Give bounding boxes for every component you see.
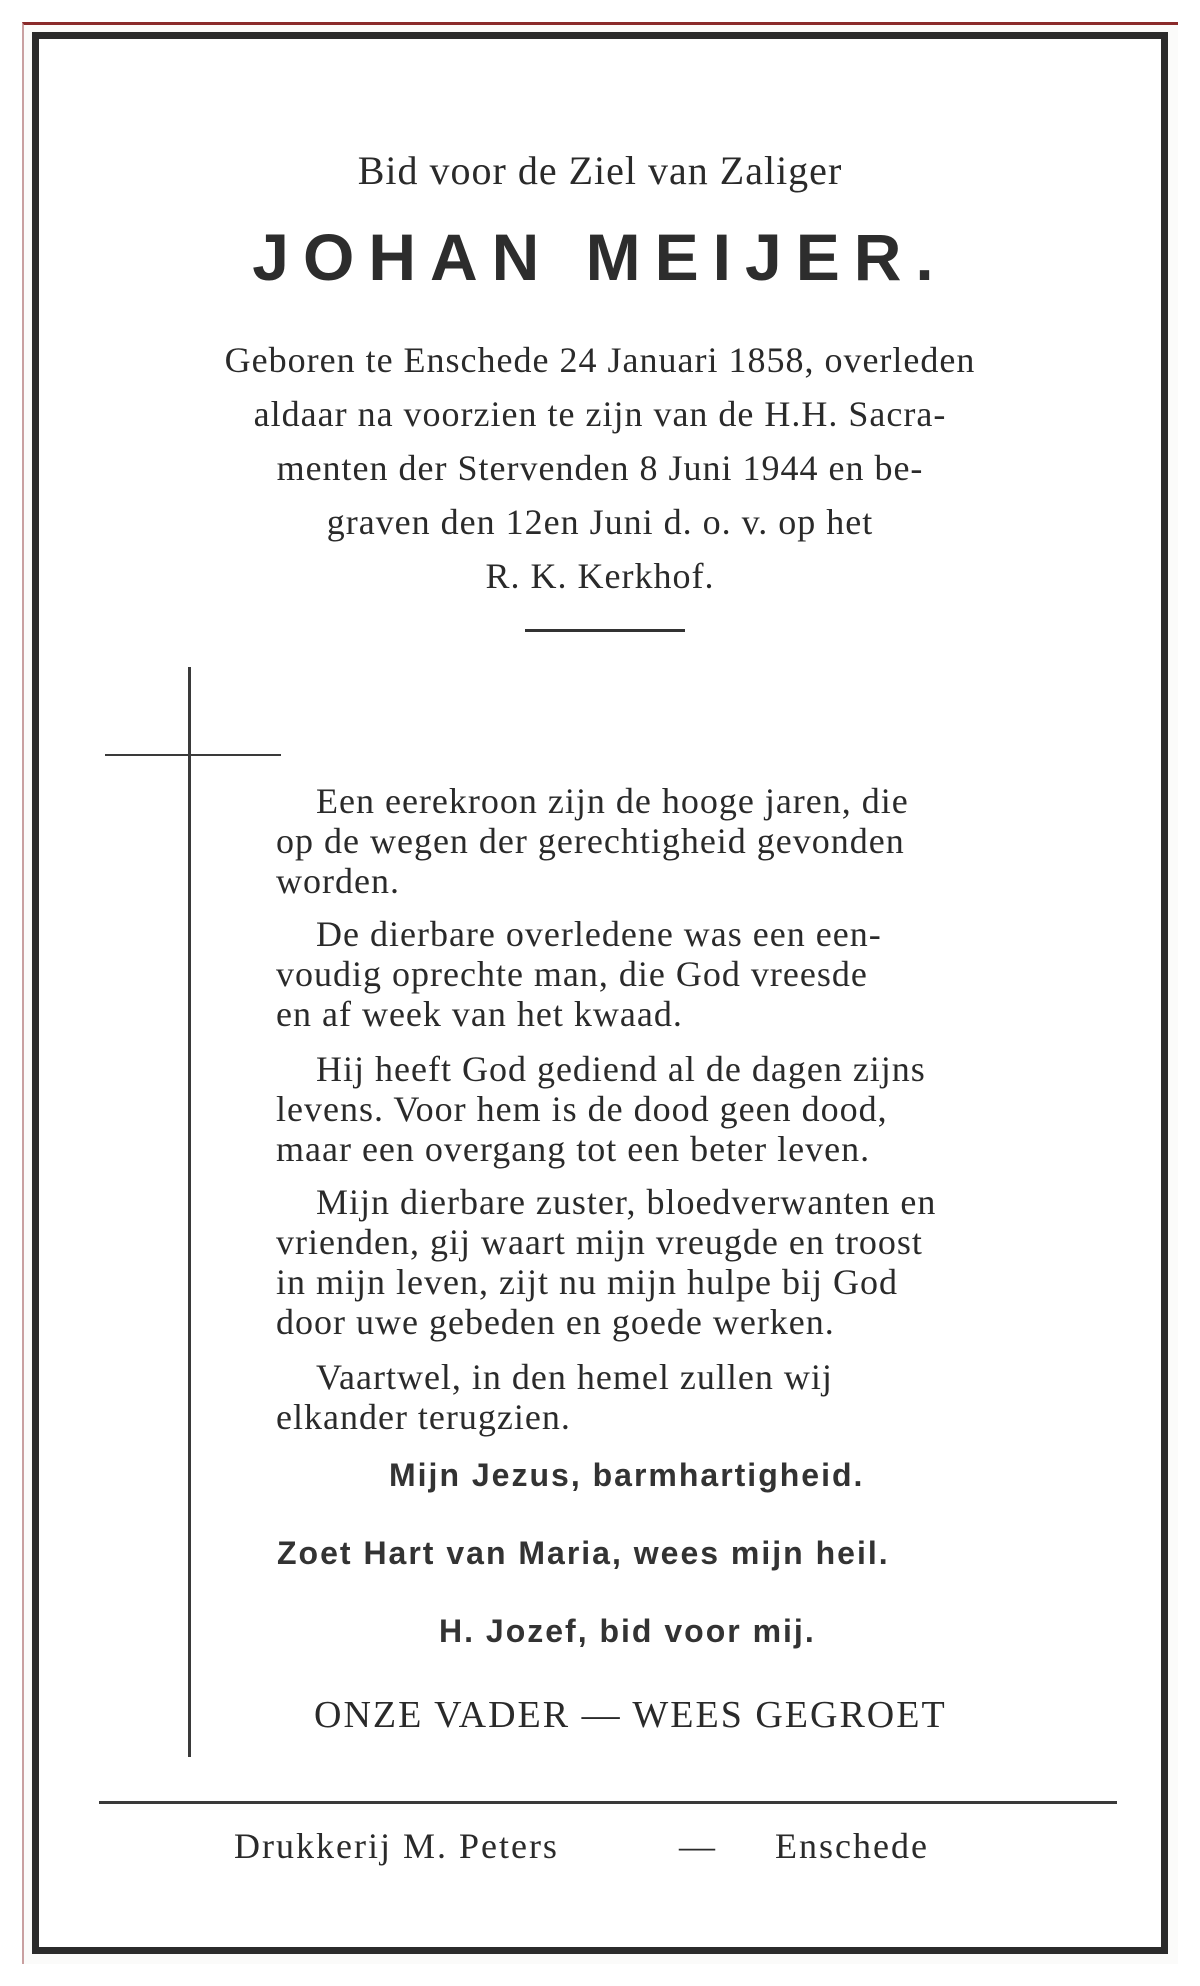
verse-line: en af week van het kwaad. <box>276 994 683 1034</box>
verse-line: door uwe gebeden en goede werken. <box>276 1302 835 1342</box>
prayer-line: Zoet Hart van Maria, wees mijn heil. <box>277 1535 890 1571</box>
verse-line: in mijn leven, zijt nu mijn hulpe bij God <box>276 1262 898 1302</box>
verse-line: vrienden, gij waart mijn vreugde en troost <box>276 1222 923 1262</box>
printer-name: Drukkerij M. Peters <box>234 1826 559 1866</box>
bio-line: R. K. Kerkhof. <box>485 556 715 596</box>
verse-paragraph <box>276 781 1106 901</box>
divider-rule <box>525 629 685 632</box>
verse-paragraph <box>276 1182 1106 1342</box>
verse-paragraph <box>276 914 1106 1034</box>
verse-line: voudig oprechte man, die God vreesde <box>276 954 868 994</box>
prayer-line: H. Jozef, bid voor mij. <box>439 1613 816 1649</box>
verse-line: worden. <box>276 861 400 901</box>
verse-line: Mijn dierbare zuster, bloedverwanten en <box>316 1182 937 1222</box>
verse-paragraph <box>276 1049 1106 1169</box>
footer-separator: — <box>679 1826 715 1866</box>
footer-rule <box>99 1801 1117 1804</box>
bio-line: graven den 12en Juni d. o. v. op het <box>326 502 874 542</box>
memorial-card <box>32 32 1168 1954</box>
bio-line: menten der Stervenden 8 Juni 1944 en be- <box>276 448 924 488</box>
verse-line: levens. Voor hem is de dood geen dood, <box>276 1089 888 1129</box>
cross-horizontal-bar <box>105 754 281 756</box>
intro-heading: Bid voor de Ziel van Zaliger <box>357 148 843 193</box>
verse-line: elkander terugzien. <box>276 1397 571 1437</box>
verse-line: Een eerekroon zijn de hooge jaren, die <box>316 781 909 821</box>
verse-paragraph <box>276 1357 1106 1437</box>
verse-line: maar een overgang tot een beter leven. <box>276 1129 871 1169</box>
bio-line: Geboren te Enschede 24 Januari 1858, overleden <box>224 340 976 380</box>
cross-vertical-bar <box>188 667 191 1757</box>
verse-line: De dierbare overledene was een een- <box>316 914 882 954</box>
printer-city: Enschede <box>775 1826 929 1866</box>
closing-prayers: ONZE VADER — WEES GEGROET <box>314 1694 947 1736</box>
verse-line: op de wegen der gerechtigheid gevonden <box>276 821 905 861</box>
verse-line: Hij heeft God gediend al de dagen zijns <box>316 1049 926 1089</box>
prayer-line: Mijn Jezus, barmhartigheid. <box>389 1457 865 1493</box>
verse-line: Vaartwel, in den hemel zullen wij <box>316 1357 833 1397</box>
bio-line: aldaar na voorzien te zijn van de H.H. Sacra- <box>253 394 947 434</box>
deceased-name: JOHAN MEIJER. <box>252 220 948 294</box>
